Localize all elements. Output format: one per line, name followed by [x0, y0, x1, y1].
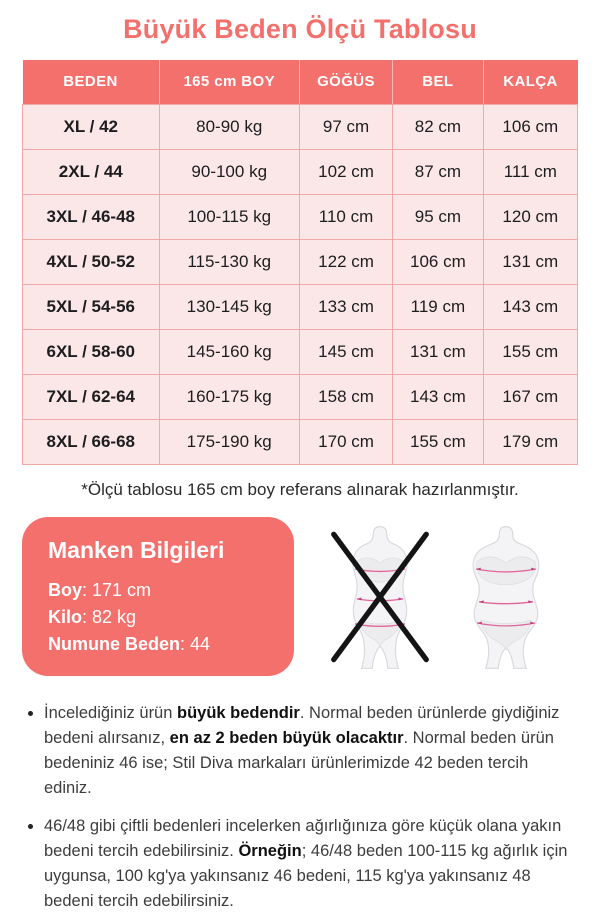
size-cell: 2XL / 44 — [23, 149, 160, 194]
size-cell: 3XL / 46-48 — [23, 194, 160, 239]
value-cell: 145 cm — [299, 329, 392, 374]
size-cell: 6XL / 58-60 — [23, 329, 160, 374]
value-cell: 170 cm — [299, 419, 392, 464]
value-cell: 130-145 kg — [159, 284, 299, 329]
slim-body-crossed-icon — [327, 522, 433, 670]
column-header: GÖĞÜS — [299, 60, 392, 104]
value-cell: 167 cm — [483, 374, 577, 419]
model-info-card — [22, 517, 294, 676]
model-info-field: Boy: 171 cm — [48, 577, 268, 604]
value-cell: 143 cm — [393, 374, 483, 419]
value-cell: 175-190 kg — [159, 419, 299, 464]
value-cell: 80-90 kg — [159, 104, 299, 149]
figure-illustrations — [308, 517, 578, 676]
value-cell: 97 cm — [299, 104, 392, 149]
table-row — [23, 104, 578, 149]
column-header: BEDEN — [23, 60, 160, 104]
value-cell: 143 cm — [483, 284, 577, 329]
model-info-field: Numune Beden: 44 — [48, 631, 268, 658]
info-bullet: • İncelediğiniz ürün büyük bedendir. Normal beden ürünlerde giydiğiniz bedeni alırsanız, en az 2 beden büyük olacaktır. Normal beden ürün bedeniniz 46 ise; Stil Diva markaları ürünlerimizde 42 beden tercih ediniz. — [44, 701, 576, 801]
size-cell: 7XL / 62-64 — [23, 374, 160, 419]
value-cell: 160-175 kg — [159, 374, 299, 419]
size-cell: 5XL / 54-56 — [23, 284, 160, 329]
table-body — [23, 104, 578, 464]
value-cell: 106 cm — [393, 239, 483, 284]
value-cell: 90-100 kg — [159, 149, 299, 194]
model-info-title: Manken Bilgileri — [48, 537, 268, 564]
value-cell: 120 cm — [483, 194, 577, 239]
value-cell: 110 cm — [299, 194, 392, 239]
value-cell: 131 cm — [393, 329, 483, 374]
column-header: 165 cm BOY — [159, 60, 299, 104]
value-cell: 158 cm — [299, 374, 392, 419]
table-row — [23, 149, 578, 194]
page-title: Büyük Beden Ölçü Tablosu — [0, 14, 600, 45]
column-header: BEL — [393, 60, 483, 104]
value-cell: 115-130 kg — [159, 239, 299, 284]
value-cell: 145-160 kg — [159, 329, 299, 374]
size-cell: XL / 42 — [23, 104, 160, 149]
table-row — [23, 419, 578, 464]
size-table — [22, 60, 578, 465]
info-bullet: • 46/48 gibi çiftli bedenleri incelerken ağırlığınıza göre küçük olana yakın bedeni tercih edebilirsiniz. Örneğin; 46/48 beden 100-115 kg ağırlık için uygunsa, 100 kg'ya yakınsanız 46 bedeni, 115 kg'ya yakınsanız 48 bedeni tercih edebilirsiniz. — [44, 814, 576, 914]
value-cell: 131 cm — [483, 239, 577, 284]
plus-body-icon — [453, 522, 559, 670]
value-cell: 155 cm — [483, 329, 577, 374]
table-row — [23, 194, 578, 239]
table-row — [23, 374, 578, 419]
table-row — [23, 284, 578, 329]
info-bullets — [28, 701, 576, 914]
value-cell: 133 cm — [299, 284, 392, 329]
value-cell: 122 cm — [299, 239, 392, 284]
table-row — [23, 329, 578, 374]
value-cell: 87 cm — [393, 149, 483, 194]
value-cell: 95 cm — [393, 194, 483, 239]
table-row — [23, 239, 578, 284]
model-info-row — [22, 517, 578, 676]
value-cell: 179 cm — [483, 419, 577, 464]
table-footnote: *Ölçü tablosu 165 cm boy referans alınarak hazırlanmıştır. — [0, 480, 600, 500]
value-cell: 102 cm — [299, 149, 392, 194]
table-header-row — [23, 60, 578, 104]
size-cell: 4XL / 50-52 — [23, 239, 160, 284]
value-cell: 111 cm — [483, 149, 577, 194]
model-info-fields — [48, 577, 268, 658]
value-cell: 106 cm — [483, 104, 577, 149]
column-header: KALÇA — [483, 60, 577, 104]
value-cell: 119 cm — [393, 284, 483, 329]
size-cell: 8XL / 66-68 — [23, 419, 160, 464]
value-cell: 100-115 kg — [159, 194, 299, 239]
model-info-field: Kilo: 82 kg — [48, 604, 268, 631]
value-cell: 155 cm — [393, 419, 483, 464]
value-cell: 82 cm — [393, 104, 483, 149]
